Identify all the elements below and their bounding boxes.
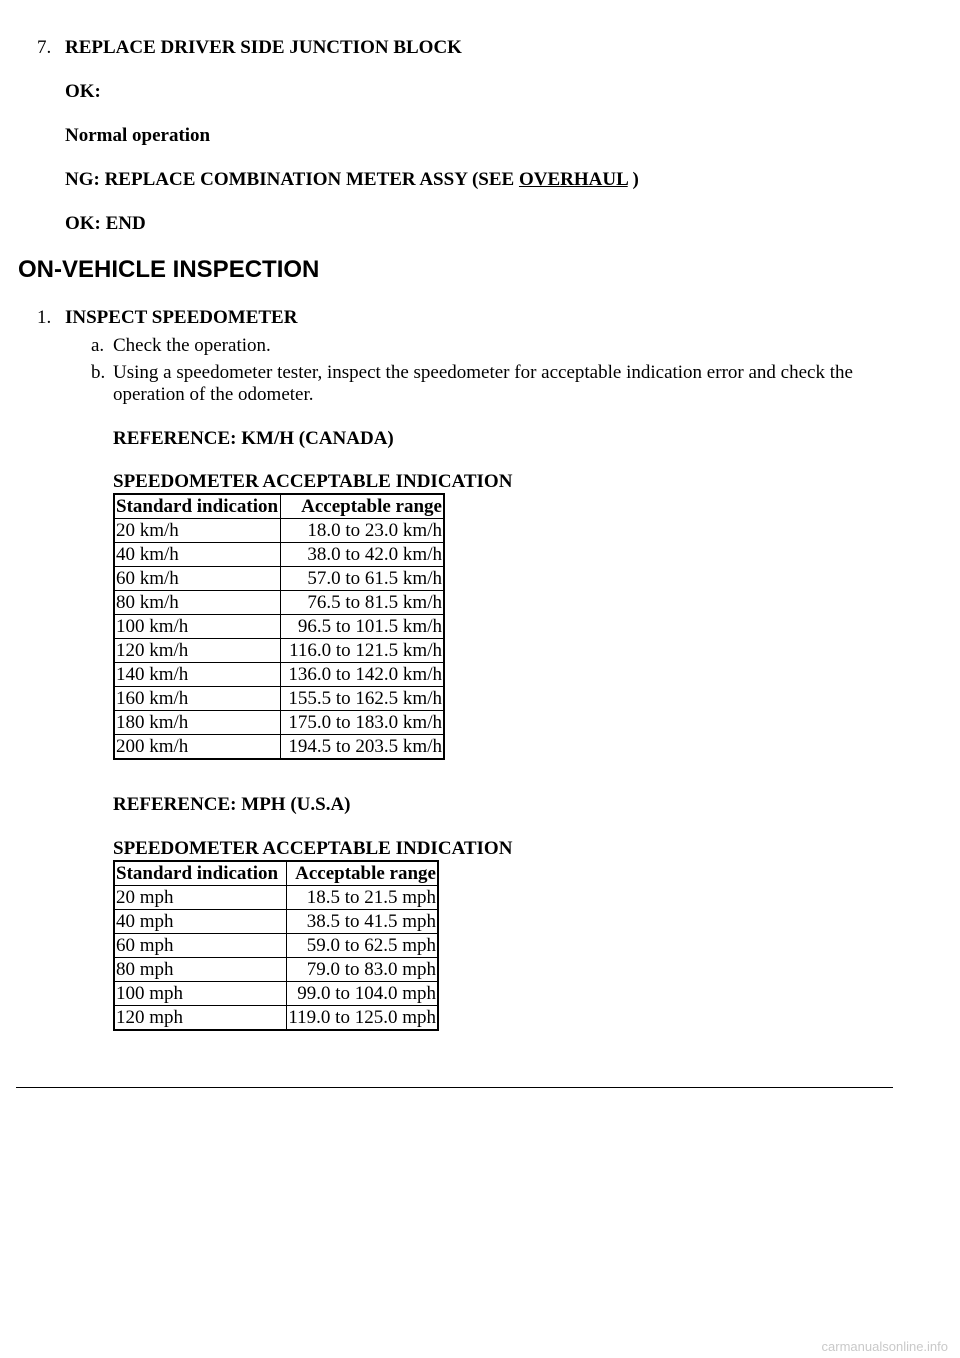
range-cell: 99.0 to 104.0 mph [287,982,439,1006]
range-cell: 175.0 to 183.0 km/h [281,711,445,735]
range-cell: 18.5 to 21.5 mph [287,886,439,910]
table-header-row [114,861,438,886]
standard-cell: 20 km/h [114,519,281,543]
step-7-title: REPLACE DRIVER SIDE JUNCTION BLOCK [65,37,462,58]
table-row [114,519,444,543]
site-watermark: carmanualsonline.info [821,1339,948,1354]
step-7-number: 7. [37,37,52,58]
sub-b-line-2: operation of the odometer. [113,384,314,405]
step-7-ok-label: OK: [65,81,101,102]
standard-cell: 40 km/h [114,543,281,567]
step-1-title: INSPECT SPEEDOMETER [65,307,298,328]
standard-cell: 140 km/h [114,663,281,687]
table-row [114,663,444,687]
standard-cell: 100 mph [114,982,287,1006]
sub-a-marker: a. [91,335,105,356]
range-cell: 38.0 to 42.0 km/h [281,543,445,567]
header-acceptable-range: Acceptable range [287,861,439,886]
table-row [114,711,444,735]
kmh-spec-table [113,493,445,760]
standard-cell: 80 mph [114,958,287,982]
standard-cell: 60 km/h [114,567,281,591]
standard-cell: 200 km/h [114,735,281,760]
overhaul-link[interactable]: OVERHAUL [518,169,628,190]
standard-cell: 20 mph [114,886,287,910]
range-cell: 76.5 to 81.5 km/h [281,591,445,615]
range-cell: 136.0 to 142.0 km/h [281,663,445,687]
standard-cell: 120 km/h [114,639,281,663]
range-cell: 59.0 to 62.5 mph [287,934,439,958]
table-row [114,982,438,1006]
step-7-ok-text: Normal operation [65,125,211,146]
table-row [114,934,438,958]
standard-cell: 40 mph [114,910,287,934]
step-1-number: 1. [37,307,52,328]
table-header-row [114,494,444,519]
table-row [114,886,438,910]
range-cell: 96.5 to 101.5 km/h [281,615,445,639]
mph-table-caption: SPEEDOMETER ACCEPTABLE INDICATION [113,838,513,859]
table-row [114,567,444,591]
mph-reference: REFERENCE: MPH (U.S.A) [113,794,351,815]
table-row [114,639,444,663]
standard-cell: 60 mph [114,934,287,958]
table-row [114,543,444,567]
standard-cell: 180 km/h [114,711,281,735]
range-cell: 119.0 to 125.0 mph [287,1006,439,1031]
sub-b-line-1: Using a speedometer tester, inspect the speedometer for acceptable indication error and check the [113,362,853,383]
standard-cell: 120 mph [114,1006,287,1031]
standard-cell: 100 km/h [114,615,281,639]
kmh-reference: REFERENCE: KM/H (CANADA) [113,428,394,449]
range-cell: 155.5 to 162.5 km/h [281,687,445,711]
table-row [114,735,444,760]
section-heading: ON-VEHICLE INSPECTION [18,256,320,283]
sub-a-text: Check the operation. [113,335,271,356]
page-divider [16,1087,893,1088]
table-row [114,910,438,934]
kmh-table-caption: SPEEDOMETER ACCEPTABLE INDICATION [113,471,513,492]
mph-spec-table [113,860,439,1031]
range-cell: 18.0 to 23.0 km/h [281,519,445,543]
range-cell: 79.0 to 83.0 mph [287,958,439,982]
range-cell: 38.5 to 41.5 mph [287,910,439,934]
step-7-ng-line [65,169,639,191]
standard-cell: 80 km/h [114,591,281,615]
header-standard-indication: Standard indication [114,861,287,886]
header-acceptable-range: Acceptable range [281,494,445,519]
step-7-ok-end: OK: END [65,213,146,234]
table-row [114,615,444,639]
table-row [114,1006,438,1031]
table-row [114,958,438,982]
range-cell: 194.5 to 203.5 km/h [281,735,445,760]
table-row [114,687,444,711]
ng-prefix: NG: REPLACE COMBINATION METER ASSY (SEE [65,169,519,190]
table-row [114,591,444,615]
sub-b-marker: b. [91,362,106,383]
ng-suffix: ) [627,169,639,190]
range-cell: 116.0 to 121.5 km/h [281,639,445,663]
range-cell: 57.0 to 61.5 km/h [281,567,445,591]
standard-cell: 160 km/h [114,687,281,711]
header-standard-indication: Standard indication [114,494,281,519]
